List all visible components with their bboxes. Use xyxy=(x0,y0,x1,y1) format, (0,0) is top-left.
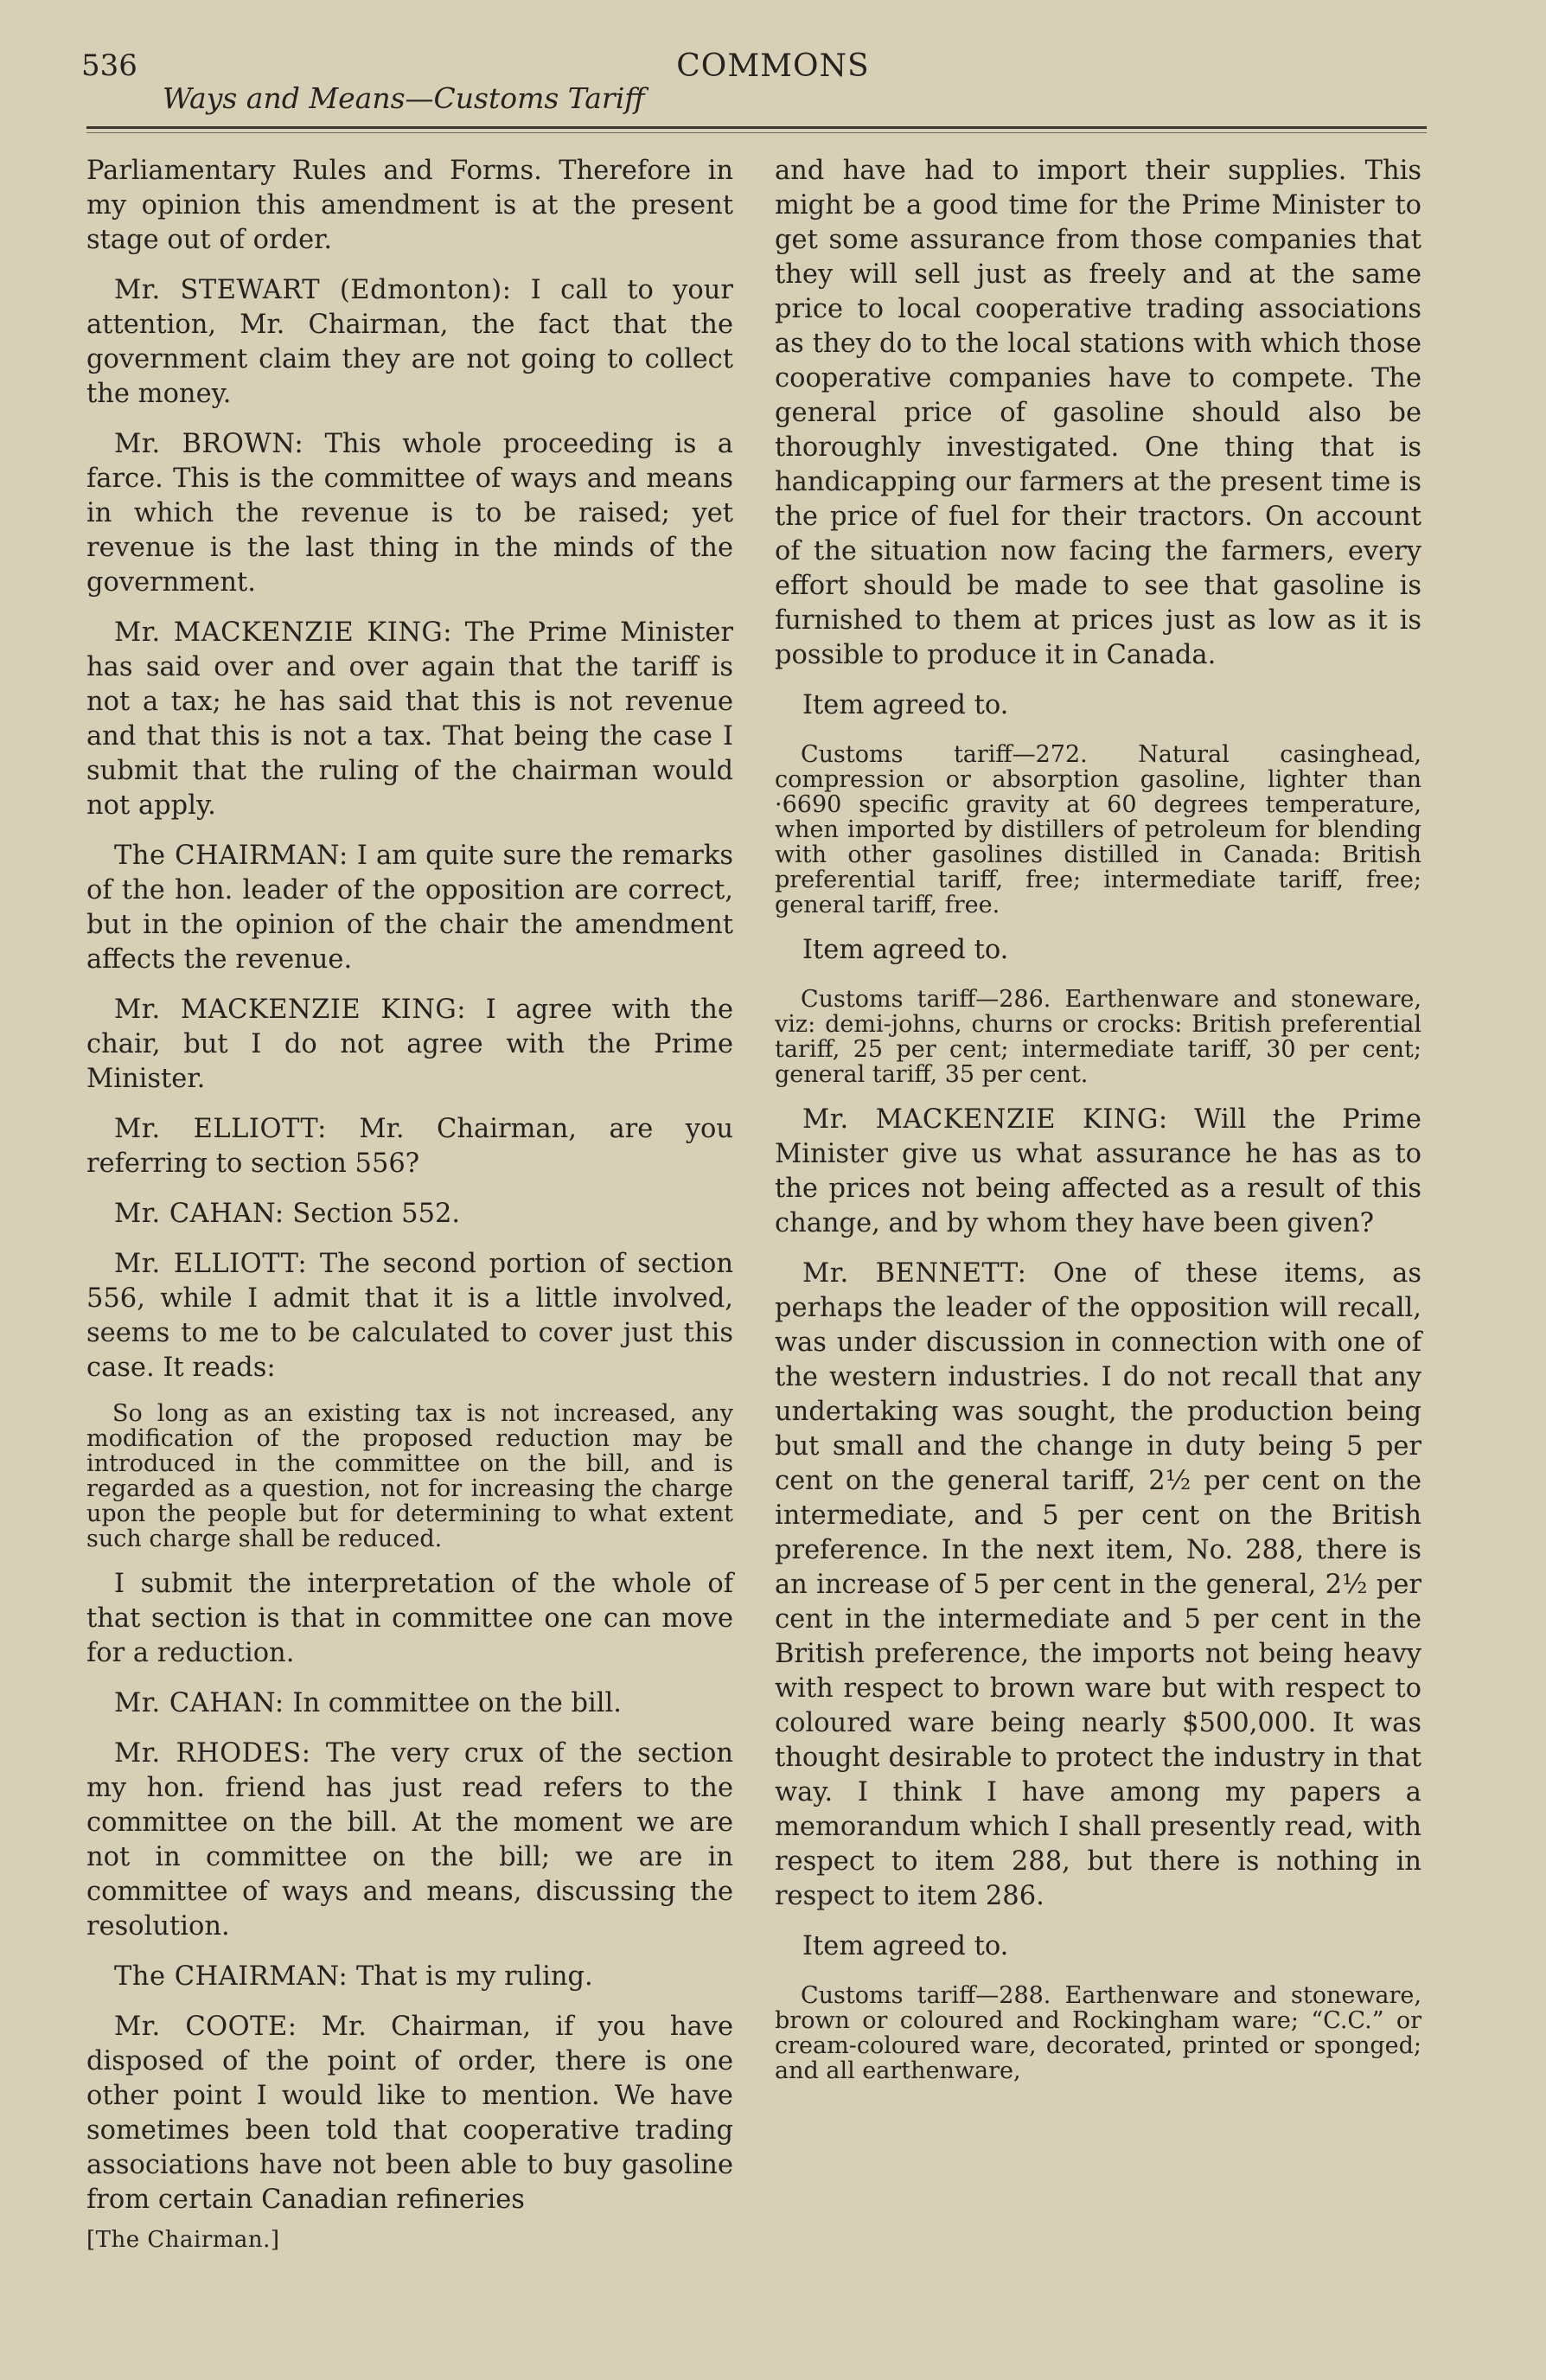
paragraph xyxy=(86,616,733,823)
speech-text: Section 552. xyxy=(292,1199,461,1229)
paragraph xyxy=(86,2010,733,2217)
paragraph xyxy=(86,993,733,1097)
speech-text: The second portion of section 556, while I admit that it is a little involved, seems to me to be calculated to cover just this case. It reads: xyxy=(86,1249,733,1383)
speaker-name: Mr. ELLIOTT: xyxy=(114,1249,308,1279)
speech-text: The very crux of the section my hon. friend has just read refers to the committee on the bill. At the moment we are not in committee on the bill; we are in committee of ways and means, discussing the resolution. xyxy=(86,1738,733,1942)
speaker-name: Mr. BENNETT: xyxy=(802,1258,1027,1289)
header-rule xyxy=(86,126,1427,129)
speech-text: Mr. Chairman, are you referring to section 556? xyxy=(86,1114,733,1179)
paragraph xyxy=(86,1737,733,1944)
speaker-name: Mr. BROWN: xyxy=(114,429,304,459)
paragraph: Item agreed to. xyxy=(802,690,1009,720)
paragraph: I submit the interpretation of the whole of that section is that in committee one can move for a reduction. xyxy=(86,1569,733,1668)
header-rule-thin xyxy=(86,132,1427,133)
speech-text: The Prime Minister has said over and over again that the tariff is not a tax; he has said that this is not revenue and that this is not a tax. That being the case I submit that the ruling of the chairman would not apply. xyxy=(86,617,733,821)
speech-text: I call to your attention, Mr. Chairman, the fact that the government claim they are not going to collect the money. xyxy=(86,275,734,409)
tariff-item-272: Customs tariff—272. Natural casinghead, compression or absorption gasoline, lighter than ·6690 specific gravity at 60 degrees temperature, when imported by distillers of petroleum for blending with other gasolines distilled in Canada: British preferential tariff, free; intermediate tariff, free; general tariff, free. xyxy=(775,741,1421,918)
speech-text: Mr. Chairman, if you have disposed of the point of order, there is one other point I would like to mention. We have sometimes been told that cooperative trading associations have not been able to buy gasoline from certain Canadian refineries xyxy=(86,2012,733,2215)
block-quote: So long as an existing tax is not increased, any modification of the proposed reduction may be introduced in the committee on the bill, and is regarded as a question, not for increasing the charge upon the people but for determining to what extent such charge shall be reduced. xyxy=(86,1400,733,1552)
tariff-item-288: Customs tariff—288. Earthenware and stoneware, brown or coloured and Rockingham ware; “C.C.” or cream-coloured ware, decorated, printed or sponged; and all earthenware, xyxy=(775,1982,1421,2084)
paragraph xyxy=(86,1960,733,1994)
tariff-item-286: Customs tariff—286. Earthenware and stoneware, viz: demi-johns, churns or crocks: British preferential tariff, 25 per cent; intermediate tariff, 30 per cent; general tariff, 35 per cent. xyxy=(775,986,1421,1088)
speaker-name: Mr. ELLIOTT: xyxy=(114,1114,327,1144)
paragraph xyxy=(775,1257,1421,1914)
paragraph xyxy=(86,273,733,412)
paragraph xyxy=(86,1112,733,1181)
paragraph xyxy=(86,1197,733,1232)
paragraph xyxy=(775,1103,1421,1241)
speech-text: I am quite sure the remarks of the hon. leader of the opposition are correct, but in the opinion of the chair the amendment affects the revenue. xyxy=(86,841,733,975)
paragraph: Parliamentary Rules and Forms. Therefore in my opinion this amendment is at the present stage out of order. xyxy=(86,156,733,255)
paragraph xyxy=(86,839,733,977)
speaker-name: Mr. CAHAN: xyxy=(114,1688,284,1718)
speaker-name: Mr. RHODES: xyxy=(114,1738,311,1769)
paragraph: and have had to import their supplies. This might be a good time for the Prime Minister to get some assurance from those companies that they will sell just as freely and at the same price to local cooperative trading associations as they do to the local stations with which those cooperative companies have to compete. The general price of gasoline should also be thoroughly investigated. One thing that is handicapping our farmers at the present time is the price of fuel for their tractors. On account of the situation now facing the farmers, every effort should be made to see that gasoline is furnished to them at prices just as low as it is possible to produce it in Canada. xyxy=(775,156,1421,670)
running-head: COMMONS xyxy=(676,48,870,84)
speech-text: This whole proceeding is a farce. This is the committee of ways and means in which the revenue is to be raised; yet revenue is the last thing in the minds of the government. xyxy=(86,429,733,598)
paragraph: Item agreed to. xyxy=(802,1931,1009,1961)
paragraph xyxy=(86,427,733,600)
speaker-name: Mr. CAHAN: xyxy=(114,1199,284,1229)
section-title: Ways and Means—Customs Tariff xyxy=(163,81,645,115)
speaker-name: The CHAIRMAN: xyxy=(114,1961,348,1992)
paragraph: Item agreed to. xyxy=(802,935,1009,965)
speaker-name: The CHAIRMAN: xyxy=(114,841,348,871)
speaker-name: Mr. MACKENZIE KING: xyxy=(114,617,453,648)
paragraph xyxy=(86,1247,733,1385)
speaker-name: Mr. STEWART (Edmonton): xyxy=(114,275,512,305)
footer-speaker-note: [The Chairman.] xyxy=(86,2227,280,2253)
speaker-name: Mr. MACKENZIE KING: xyxy=(802,1104,1168,1135)
right-column xyxy=(775,154,1421,2099)
left-column xyxy=(86,154,733,2257)
paragraph xyxy=(86,1686,733,1721)
speaker-name: Mr. COOTE: xyxy=(114,2012,297,2042)
speech-text: In committee on the bill. xyxy=(292,1688,622,1718)
speaker-name: Mr. MACKENZIE KING: xyxy=(114,995,467,1025)
page-number: 536 xyxy=(81,48,137,83)
speech-text: That is my ruling. xyxy=(356,1961,593,1992)
speech-text: Will the Prime Minister give us what assurance he has as to the prices not being affected as a result of this change, and by whom they have been given? xyxy=(775,1104,1421,1238)
speech-text: I agree with the chair, but I do not agree with the Prime Minister. xyxy=(86,995,733,1094)
speech-text: One of these items, as perhaps the leader of the opposition will recall, was under discussion in connection with one of the western industries. I do not recall that any undertaking was sought, the production being but small and the change in duty being 5 per cent on the general tariff, 2½ per cent on the intermediate, and 5 per cent on the British preference. In the next item, No. 288, there is an increase of 5 per cent in the general, 2½ per cent in the intermediate and 5 per cent in the British preference, the imports not being heavy with respect to brown ware but with respect to coloured ware being nearly $500,000. It was thought desirable to protect the industry in that way. I think I have among my papers a memorandum which I shall presently read, with respect to item 288, but there is nothing in respect to item 286. xyxy=(775,1258,1421,1911)
